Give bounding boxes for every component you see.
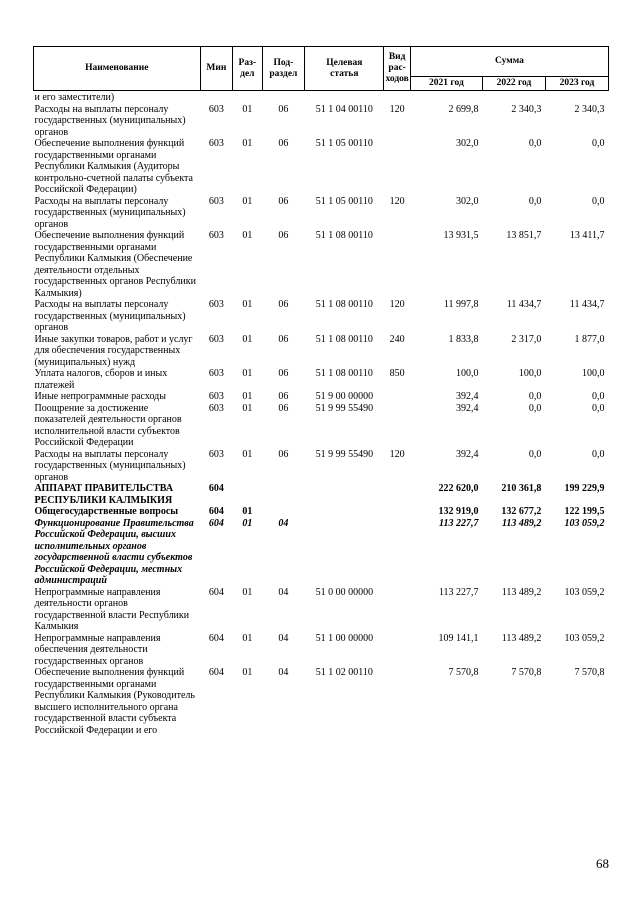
row-vid <box>384 667 410 736</box>
row-vid: 120 <box>389 299 405 310</box>
table-row <box>34 91 609 104</box>
row-celevaya: 51 1 05 00110 <box>315 138 373 149</box>
row-name: Поощрение за достижение показателей деятельности органов исполнительной власти субъектов Российской Федерации <box>34 402 182 448</box>
row-razdel: 01 <box>242 299 253 310</box>
row-sum-2022: 13 851,7 <box>506 230 542 241</box>
row-sum-2021: 302,0 <box>455 195 479 207</box>
row-celevaya: 51 1 02 00110 <box>315 667 373 678</box>
row-razdel: 01 <box>242 333 253 345</box>
row-min: 603 <box>208 333 224 345</box>
table-row <box>34 667 609 736</box>
row-sum-2023 <box>545 91 608 104</box>
row-min: 603 <box>208 402 224 414</box>
row-sum-2022: 2 317,0 <box>511 333 542 345</box>
row-sum-2022: 100,0 <box>518 368 542 379</box>
row-sum-2022: 210 361,8 <box>501 483 542 494</box>
row-celevaya <box>305 518 384 587</box>
table-row <box>34 587 609 633</box>
row-sum-2021: 7 570,8 <box>448 667 479 678</box>
row-sum-2022 <box>482 91 545 104</box>
header-vid: Вид рас- ходов <box>384 47 410 91</box>
row-sum-2023: 100,0 <box>582 368 605 379</box>
row-name: Непрограммные направления обеспечения деятельности государственных органов <box>34 632 161 667</box>
row-celevaya: 51 1 04 00110 <box>315 103 373 115</box>
row-sum-2023: 0,0 <box>592 391 605 402</box>
row-sum-2022: 2 340,3 <box>511 103 542 115</box>
row-razdel: 01 <box>242 230 253 241</box>
row-sum-2021: 392,4 <box>455 402 479 414</box>
row-min: 603 <box>208 103 224 115</box>
row-vid: 850 <box>389 368 405 379</box>
row-sum-2021: 109 141,1 <box>438 632 479 644</box>
row-podrazdel: 06 <box>278 448 289 460</box>
row-vid <box>384 518 410 587</box>
row-vid: 120 <box>389 103 405 115</box>
row-razdel: 01 <box>242 402 253 414</box>
row-sum-2023: 103 059,2 <box>564 632 605 644</box>
row-razdel: 01 <box>242 506 253 517</box>
row-sum-2021: 113 227,7 <box>439 517 479 529</box>
row-sum-2023: 103 059,2 <box>564 517 605 529</box>
row-podrazdel: 06 <box>278 368 289 379</box>
row-sum-2022: 0,0 <box>528 138 542 149</box>
row-name: Расходы на выплаты персоналу государственных (муниципальных) органов <box>34 448 186 483</box>
row-sum-2022: 0,0 <box>528 195 542 207</box>
row-podrazdel: 06 <box>278 299 289 310</box>
row-sum-2023: 1 877,0 <box>574 333 605 345</box>
table-row <box>34 104 609 139</box>
row-razdel: 01 <box>242 667 253 678</box>
row-podrazdel: 06 <box>278 103 289 115</box>
row-podrazdel: 04 <box>278 632 289 644</box>
row-razdel: 01 <box>242 103 253 115</box>
header-summa: Сумма <box>410 47 608 77</box>
row-celevaya <box>305 91 384 104</box>
row-celevaya: 51 1 00 00000 <box>315 632 374 644</box>
row-podrazdel <box>262 506 305 518</box>
row-sum-2021: 1 833,8 <box>448 333 479 345</box>
row-sum-2022: 0,0 <box>528 402 542 414</box>
row-min: 604 <box>208 632 224 644</box>
row-razdel: 01 <box>242 138 253 149</box>
row-podrazdel: 04 <box>278 667 289 678</box>
budget-table <box>33 46 609 736</box>
row-min: 603 <box>208 448 224 460</box>
row-vid: 240 <box>389 333 405 345</box>
header-celevaya: Целевая статья <box>305 47 384 91</box>
table-row <box>34 518 609 587</box>
row-sum-2023: 0,0 <box>592 448 605 460</box>
row-vid <box>384 91 410 104</box>
row-name: Общегосударственные вопросы <box>34 506 179 517</box>
row-sum-2022: 11 434,7 <box>506 299 542 310</box>
row-name: Иные непрограммные расходы <box>34 391 166 402</box>
row-name: и его заместители) <box>34 92 115 103</box>
header-name: Наименование <box>34 47 201 91</box>
row-sum-2023: 122 199,5 <box>564 506 605 517</box>
row-celevaya <box>305 483 384 506</box>
row-min: 604 <box>208 667 224 678</box>
row-vid: 120 <box>389 195 405 207</box>
row-min: 603 <box>208 230 224 241</box>
row-name: Непрограммные направления деятельности органов государственной власти Республики Калмыкия <box>34 586 190 632</box>
table-row <box>34 230 609 299</box>
header-podrazdel: Под- раздел <box>262 47 305 91</box>
row-min: 604 <box>208 517 224 529</box>
row-razdel: 01 <box>242 586 253 598</box>
table-row <box>34 196 609 231</box>
row-podrazdel: 06 <box>278 402 289 414</box>
row-sum-2023: 2 340,3 <box>574 103 605 115</box>
table-row <box>34 299 609 334</box>
row-sum-2022: 132 677,2 <box>501 506 542 517</box>
row-razdel: 01 <box>242 448 253 460</box>
row-razdel: 01 <box>242 391 253 402</box>
row-sum-2023: 11 434,7 <box>569 299 605 310</box>
row-sum-2022: 113 489,2 <box>501 632 542 644</box>
row-min: 604 <box>208 586 224 598</box>
header-2022: 2022 год <box>482 77 545 91</box>
row-podrazdel <box>262 91 305 104</box>
row-podrazdel: 06 <box>278 333 289 345</box>
table-row <box>34 449 609 484</box>
row-podrazdel <box>262 483 305 506</box>
row-podrazdel: 06 <box>278 391 289 402</box>
row-vid <box>384 633 410 668</box>
row-min: 603 <box>208 138 224 149</box>
header-2021: 2021 год <box>410 77 482 91</box>
row-min: 603 <box>208 391 224 402</box>
row-razdel: 01 <box>242 195 253 207</box>
row-sum-2021: 11 997,8 <box>443 299 479 310</box>
table-row <box>34 334 609 369</box>
row-min <box>200 91 233 104</box>
table-row <box>34 368 609 391</box>
row-name: Иные закупки товаров, работ и услуг для обеспечения государственных (муниципальных) нужд <box>34 333 193 368</box>
row-celevaya: 51 9 00 00000 <box>315 391 374 402</box>
row-sum-2023: 0,0 <box>592 402 605 414</box>
row-celevaya: 51 0 00 00000 <box>315 586 374 598</box>
row-sum-2022: 0,0 <box>528 391 542 402</box>
row-vid <box>384 483 410 506</box>
table-row <box>34 403 609 449</box>
row-sum-2022: 7 570,8 <box>511 667 542 678</box>
header-razdel: Раз- дел <box>233 47 262 91</box>
row-sum-2021: 100,0 <box>455 368 479 379</box>
row-podrazdel: 06 <box>278 138 289 149</box>
row-name: Уплата налогов, сборов и иных платежей <box>34 368 168 391</box>
row-vid <box>384 403 410 449</box>
row-min: 604 <box>208 483 224 494</box>
row-podrazdel: 04 <box>278 517 289 529</box>
table-row <box>34 633 609 668</box>
row-razdel: 01 <box>242 368 253 379</box>
row-sum-2021 <box>410 91 482 104</box>
table-row <box>34 506 609 518</box>
row-sum-2023: 103 059,2 <box>564 586 605 598</box>
row-razdel: 01 <box>242 517 253 529</box>
table-row <box>34 483 609 506</box>
row-name: Обеспечение выполнения функций государственными органами Республики Калмыкия (Обеспечение деятельности отдельных государственных органов Республики Калмыкия) <box>34 230 196 299</box>
header-min: Мин <box>200 47 233 91</box>
row-min: 603 <box>208 299 224 310</box>
row-celevaya: 51 1 05 00110 <box>315 195 373 207</box>
row-vid: 120 <box>389 448 405 460</box>
row-celevaya: 51 1 08 00110 <box>315 299 373 310</box>
row-sum-2023: 13 411,7 <box>569 230 605 241</box>
row-vid <box>384 230 410 299</box>
row-sum-2021: 222 620,0 <box>438 483 479 494</box>
row-sum-2021: 113 227,7 <box>438 586 479 598</box>
row-celevaya <box>305 506 384 518</box>
row-sum-2021: 13 931,5 <box>443 230 479 241</box>
row-sum-2022: 0,0 <box>528 448 542 460</box>
row-sum-2021: 392,4 <box>455 448 479 460</box>
row-sum-2023: 0,0 <box>592 195 605 207</box>
row-min: 603 <box>208 195 224 207</box>
row-celevaya: 51 1 08 00110 <box>315 230 373 241</box>
table-row <box>34 138 609 196</box>
row-sum-2023: 0,0 <box>592 138 605 149</box>
row-razdel <box>233 91 262 104</box>
row-sum-2023: 199 229,9 <box>564 483 605 494</box>
row-sum-2022: 113 489,2 <box>501 517 542 529</box>
row-celevaya: 51 9 99 55490 <box>315 402 374 414</box>
row-min: 603 <box>208 368 224 379</box>
row-sum-2023: 7 570,8 <box>574 667 605 678</box>
row-celevaya: 51 1 08 00110 <box>315 333 373 345</box>
table-row <box>34 391 609 403</box>
row-sum-2021: 392,4 <box>455 391 479 402</box>
row-vid <box>384 391 410 403</box>
header-2023: 2023 год <box>545 77 608 91</box>
page-number: 68 <box>596 856 609 871</box>
table-body <box>34 91 609 737</box>
row-podrazdel: 06 <box>278 230 289 241</box>
row-razdel <box>233 483 262 506</box>
row-name: Обеспечение выполнения функций государственными органами Республики Калмыкия (Аудиторы контрольно-счетной палаты субъекта Российской Федерации) <box>34 138 193 195</box>
row-celevaya: 51 9 99 55490 <box>315 448 374 460</box>
row-razdel: 01 <box>242 632 253 644</box>
row-name: АППАРАТ ПРАВИТЕЛЬСТВА РЕСПУБЛИКИ КАЛМЫКИЯ <box>34 483 174 506</box>
row-name: Функционирование Правительства Российской Федерации, высших исполнительных органов государственной власти субъектов Российской Федерации, местных администраций <box>34 517 194 586</box>
row-sum-2021: 2 699,8 <box>448 103 479 115</box>
row-sum-2022: 113 489,2 <box>501 586 542 598</box>
row-min: 604 <box>208 506 224 517</box>
row-podrazdel: 06 <box>278 195 289 207</box>
row-vid <box>384 587 410 633</box>
row-sum-2021: 132 919,0 <box>438 506 479 517</box>
row-name: Обеспечение выполнения функций государственными органами Республики Калмыкия (Руководитель высшего исполнительного органа государственной власти субъекта Российской Федерации и его <box>34 667 195 736</box>
row-podrazdel: 04 <box>278 586 289 598</box>
row-vid <box>384 138 410 196</box>
row-sum-2021: 302,0 <box>455 138 479 149</box>
row-vid <box>384 506 410 518</box>
row-name: Расходы на выплаты персоналу государственных (муниципальных) органов <box>34 103 186 138</box>
row-celevaya: 51 1 08 00110 <box>315 368 373 379</box>
row-name: Расходы на выплаты персоналу государственных (муниципальных) органов <box>34 195 186 230</box>
row-name: Расходы на выплаты персоналу государственных (муниципальных) органов <box>34 299 186 333</box>
